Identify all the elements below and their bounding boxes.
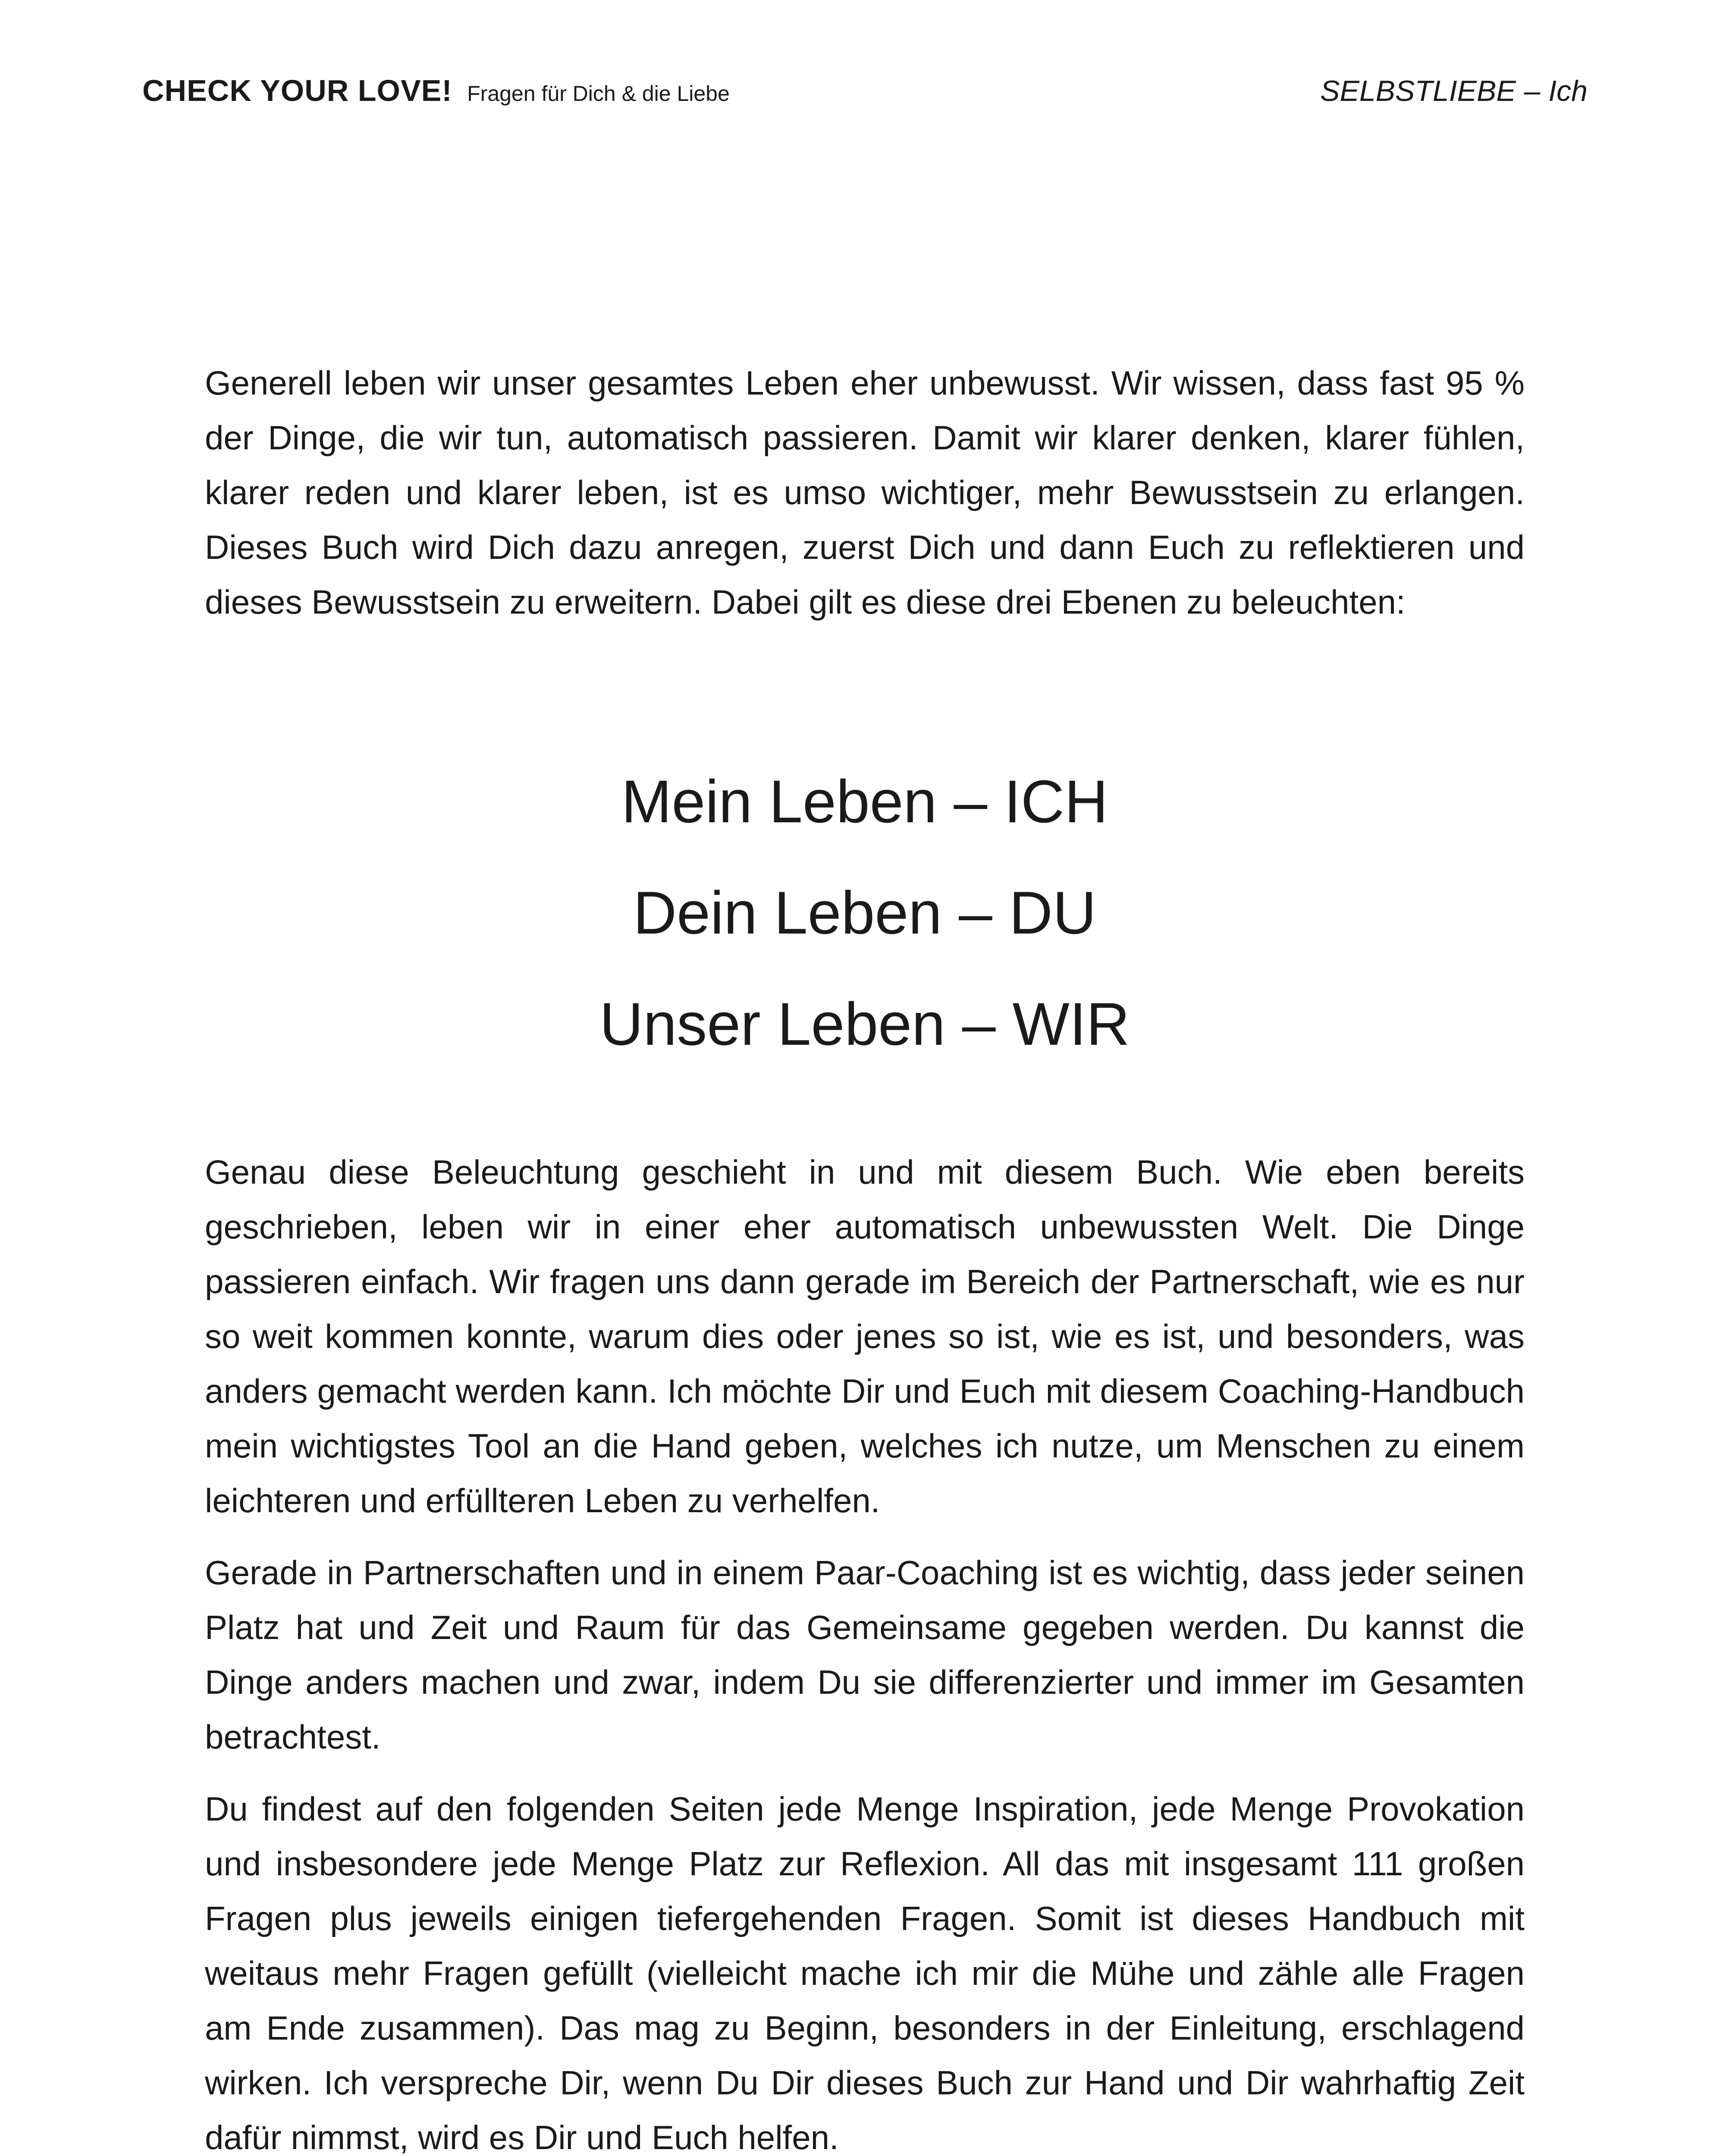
intro-text (205, 356, 1525, 647)
body-text (205, 1145, 1525, 2156)
running-header-left (142, 73, 730, 108)
levels-list (205, 746, 1525, 1080)
level-wir: Unser Leben – WIR (599, 990, 1130, 1058)
book-title: CHECK YOUR LOVE! (142, 74, 452, 107)
paragraph: Gerade in Partnerschaften und in einem Paar-Coaching ist es wichtig, dass jeder seinen Platz hat und Zeit und Raum für das Gemeinsame gegeben werden. Du kannst die Dinge anders machen und zwar, indem Du sie differenzierter und immer im Gesamten betrachtest. (205, 1554, 1525, 1756)
paragraph: Genau diese Beleuchtung geschieht in und mit diesem Buch. Wie eben bereits geschrieben, leben wir in einer eher automatisch unbewussten Welt. Die Dinge passieren einfach. Wir fragen uns dann gerade im Bereich der Partnerschaft, wie es nur so weit kommen konnte, warum dies oder jenes so ist, wie es ist, und besonders, was anders gemacht werden kann. Ich möchte Dir und Euch mit diesem Coaching-Handbuch mein wichtigstes Tool an die Hand geben, welches ich nutze, um Menschen zu einem leichteren und erfüllteren Leben zu verhelfen. (205, 1153, 1525, 1520)
section-title: SELBSTLIEBE – Ich (1320, 75, 1588, 107)
book-subtitle: Fragen für Dich & die Liebe (467, 81, 730, 106)
level-ich: Mein Leben – ICH (621, 768, 1108, 835)
paragraph: Generell leben wir unser gesamtes Leben eher unbewusst. Wir wissen, dass fast 95 % der Dinge, die wir tun, automatisch passieren. Damit wir klarer denken, klarer fühlen, klarer reden und klarer leben, ist es umso wichtiger, mehr Bewusstsein zu erlangen. Dieses Buch wird Dich dazu anregen, zuerst Dich und dann Euch zu reflektieren und dieses Bewusstsein zu erweitern. Dabei gilt es diese drei Ebenen zu beleuchten: (205, 364, 1525, 621)
paragraph: Du findest auf den folgenden Seiten jede Menge Inspiration, jede Menge Provokation und insbesondere jede Menge Platz zur Reflexion. All das mit insgesamt 111 großen Fragen plus jeweils einigen tiefergehenden Fragen. Somit ist dieses Handbuch mit weitaus mehr Fragen gefüllt (vielleicht mache ich mir die Mühe und zähle alle Fragen am Ende zusammen). Das mag zu Beginn, besonders in der Einleitung, erschlagend wirken. Ich verspreche Dir, wenn Du Dir dieses Buch zur Hand und Dir wahrhaftig Zeit dafür nimmst, wird es Dir und Euch helfen. (205, 1790, 1525, 2156)
level-du: Dein Leben – DU (633, 879, 1096, 946)
